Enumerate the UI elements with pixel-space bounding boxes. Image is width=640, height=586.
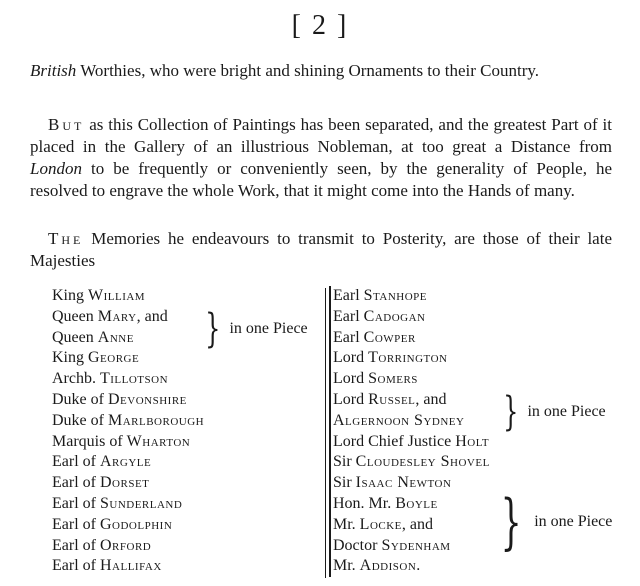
title-prefix: Earl — [333, 287, 364, 304]
column-divider — [325, 288, 326, 578]
person-name: George — [88, 349, 140, 367]
name-suffix: , and — [415, 390, 447, 408]
list-item — [52, 494, 322, 515]
brace-symbol: } — [205, 306, 221, 352]
title-prefix: Earl — [333, 307, 364, 325]
person-name: Torrington — [368, 349, 448, 367]
list-item — [52, 411, 322, 432]
title-prefix: Earl of — [52, 474, 100, 492]
title-prefix: Queen — [52, 328, 98, 346]
paragraph-text: as this Collection of Paintings has been separated, and the greatest Part of it placed in the Gallery of an illustrious Nobleman, at too great a Distance from — [30, 115, 612, 156]
person-name: Wharton — [126, 432, 191, 450]
person-name: Godolphin — [99, 515, 173, 533]
person-name: Boyle — [395, 494, 438, 512]
paragraph-lead-word: The — [48, 229, 84, 248]
person-name: Mary — [97, 307, 137, 325]
title-prefix: Marquis of — [52, 432, 127, 450]
person-name: Cowper — [363, 328, 416, 346]
title-prefix: Mr. — [333, 557, 360, 575]
title-prefix: Lord — [333, 390, 369, 408]
list-item — [52, 369, 322, 390]
person-name: Cadogan — [363, 307, 426, 325]
title-prefix: Duke of — [52, 390, 108, 408]
brace-group-left — [200, 306, 308, 352]
paragraph-memories — [30, 228, 612, 272]
group-note: in one Piece — [229, 320, 308, 337]
person-name: Argyle — [99, 453, 152, 471]
list-item — [333, 556, 633, 577]
list-item — [333, 452, 633, 473]
list-item — [52, 348, 322, 369]
title-prefix: Lord — [333, 349, 369, 367]
name-suffix: . — [416, 557, 421, 575]
brace-symbol: } — [503, 389, 519, 435]
italic-word: British — [30, 61, 77, 80]
italic-word: London — [30, 159, 82, 178]
name-suffix: , and — [401, 515, 433, 533]
list-item — [52, 432, 322, 453]
person-name: Isaac Newton — [355, 474, 452, 492]
brace-symbol: } — [500, 487, 522, 557]
title-prefix: Earl of — [52, 453, 100, 471]
title-prefix: Mr. — [333, 515, 360, 533]
person-name: Stanhope — [363, 287, 428, 304]
person-name: Tillotson — [99, 370, 169, 388]
paragraph-collection — [30, 114, 612, 202]
list-item — [52, 536, 322, 557]
person-name: Cloudesley Shovel — [355, 453, 490, 471]
person-name: Addison — [359, 557, 417, 575]
paragraph-continuation — [30, 60, 612, 82]
list-item — [333, 348, 633, 369]
title-prefix: Doctor — [333, 536, 382, 554]
person-name: Hallifax — [99, 557, 162, 575]
paragraph-text: Memories he endeavours to transmit to Posterity, are those of their late Majesties — [30, 229, 612, 270]
title-prefix: Earl of — [52, 557, 100, 575]
title-prefix: Sir — [333, 474, 356, 492]
list-item — [52, 390, 322, 411]
title-prefix: King — [52, 287, 88, 304]
page-number: [ 2 ] — [291, 10, 349, 41]
list-item — [333, 328, 633, 349]
name-suffix: , and — [136, 307, 168, 325]
title-prefix: Duke of — [52, 411, 108, 429]
title-prefix: Queen — [52, 307, 98, 325]
list-item — [52, 286, 322, 307]
title-prefix: Earl of — [52, 494, 100, 512]
person-name: Orford — [99, 536, 152, 554]
title-prefix: Earl — [333, 328, 364, 346]
list-item — [52, 556, 322, 577]
title-prefix: Sir — [333, 453, 356, 471]
person-name: Marlborough — [107, 411, 205, 429]
title-prefix: King — [52, 349, 88, 367]
list-item — [333, 307, 633, 328]
title-prefix: Lord — [333, 370, 369, 388]
title-prefix: Lord Chief Justice — [333, 432, 456, 450]
person-name: Sydenham — [381, 536, 451, 554]
person-name: Russel — [368, 390, 416, 408]
person-name: Locke — [359, 515, 402, 533]
title-prefix: Hon. Mr. — [333, 494, 396, 512]
list-item — [333, 473, 633, 494]
list-item — [52, 452, 322, 473]
paragraph-text: to be frequently or conveniently seen, by the generality of People, he resolved to engrave the whole Work, that it might come into the Hands of many. — [30, 159, 612, 200]
paragraph-lead-word: But — [48, 115, 85, 134]
list-item — [333, 286, 633, 307]
list-item — [333, 432, 633, 453]
title-prefix: Archb. — [52, 370, 100, 388]
person-name: Anne — [97, 328, 134, 346]
group-note: in one Piece — [527, 403, 606, 420]
person-name: William — [88, 287, 146, 304]
title-prefix: Earl of — [52, 536, 100, 554]
person-name: Sunderland — [99, 494, 183, 512]
paragraph-text: Worthies, who were bright and shining Ornaments to their Country. — [76, 61, 540, 80]
list-item — [333, 369, 633, 390]
person-name: Algernoon Sydney — [333, 411, 465, 429]
list-item — [52, 515, 322, 536]
person-name: Dorset — [99, 474, 150, 492]
brace-group-right-triple — [492, 487, 613, 557]
person-name: Somers — [368, 370, 418, 388]
list-item — [52, 473, 322, 494]
title-prefix: Earl of — [52, 515, 100, 533]
person-name: Devonshire — [107, 390, 187, 408]
person-name: Holt — [455, 432, 490, 450]
group-note: in one Piece — [534, 513, 613, 530]
brace-group-right-pair — [498, 389, 606, 435]
